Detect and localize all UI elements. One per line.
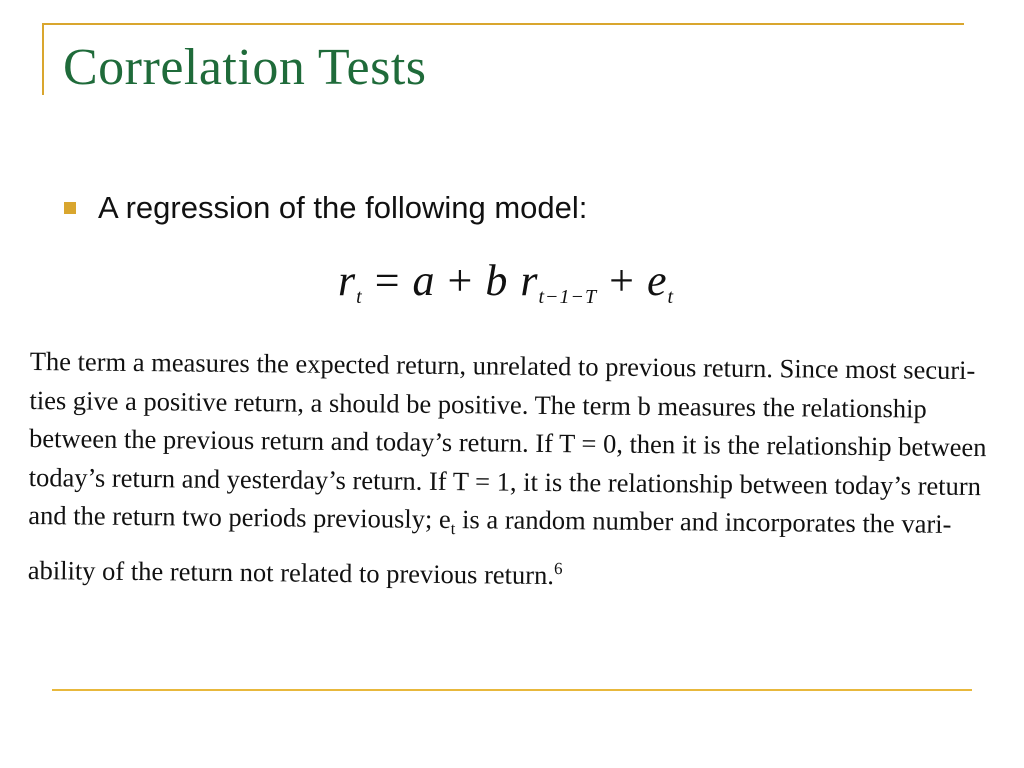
scan-line-1: The term a measures the expected return, unrelated to previous return. Since most securi- <box>29 345 976 386</box>
footnote-marker: 6 <box>553 558 563 578</box>
bullet-text: A regression of the following model: <box>98 190 588 225</box>
eq-r: r <box>338 256 357 305</box>
scan-line-5 <box>28 496 994 554</box>
frame-left-line <box>42 23 44 95</box>
regression-equation <box>338 255 674 309</box>
eq-plus-1: + <box>435 256 486 305</box>
eq-b: b <box>485 256 509 305</box>
eq-sub-t: t <box>356 286 363 308</box>
frame-top-line <box>42 23 964 25</box>
scan-line-5b: is a random number and incorporates the vari- <box>455 504 952 539</box>
eq-a: a <box>412 256 436 305</box>
eq-e: e <box>646 256 668 305</box>
eq-r-lag: r <box>508 256 539 305</box>
bullet-item <box>64 190 587 226</box>
bottom-rule <box>52 689 972 691</box>
scanned-text-block <box>28 342 996 598</box>
scan-line-5a: and the return two periods previously; e <box>28 499 451 535</box>
scan-line-2: ties give a positive return, a should be positive. The term b measures the relationship <box>29 384 927 424</box>
scan-line-6-text: ability of the return not related to previous return. <box>27 554 555 590</box>
scan-line-4: today’s return and yesterday’s return. If T = 1, it is the relationship between today’s return <box>28 461 982 501</box>
scan-line-6 <box>28 544 994 598</box>
eq-sub-lag: t−1−T <box>538 286 598 308</box>
eq-plus-2: + <box>597 256 647 305</box>
bullet-square-icon <box>64 202 76 214</box>
slide-title: Correlation Tests <box>63 39 427 96</box>
scan-line-3: between the previous return and today’s return. If T = 0, then it is the relationship between <box>28 422 987 463</box>
scan-line-5-sub: t <box>450 519 456 539</box>
eq-equals: = <box>362 256 413 305</box>
eq-sub-t-2: t <box>667 286 675 308</box>
